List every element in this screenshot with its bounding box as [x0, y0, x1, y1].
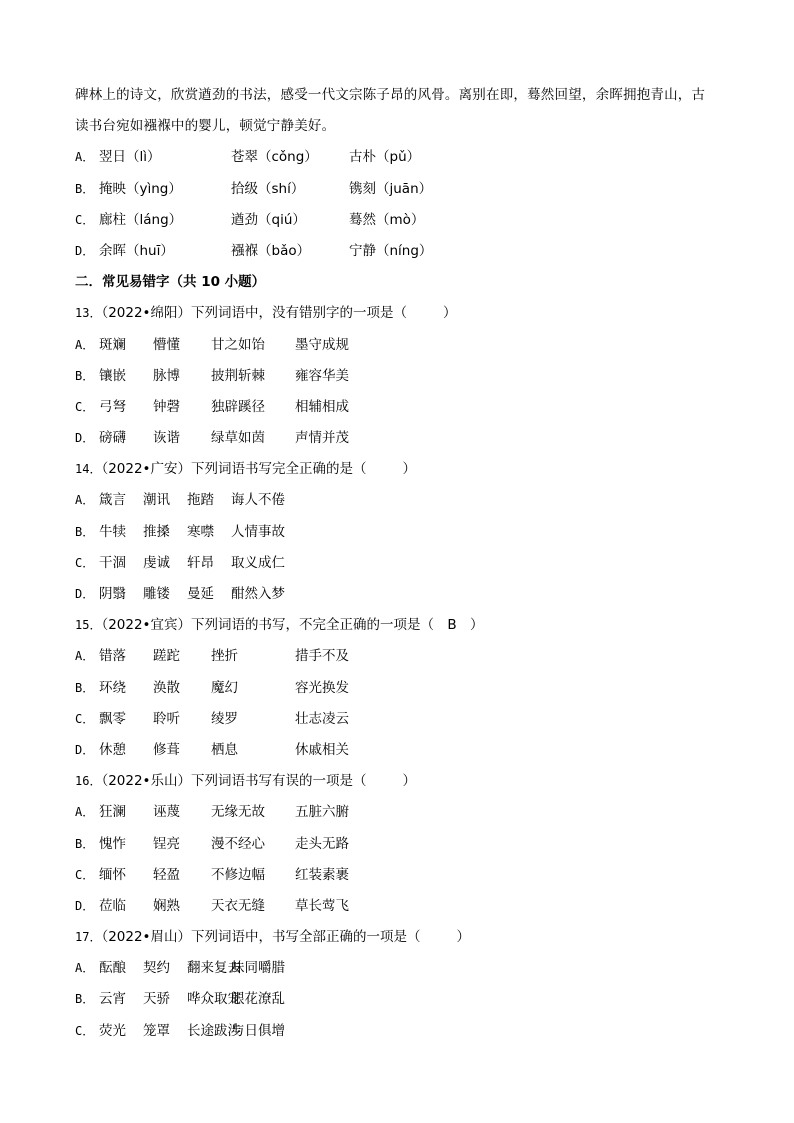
- question-text: （2022•广安）下列词语书写完全正确的是（: [101, 461, 367, 478]
- section-heading: 二．常见易错字（共 10 小题）: [75, 274, 266, 291]
- option-item: 镌刻（juān）: [349, 180, 433, 197]
- option-item: 漫不经心: [211, 835, 265, 852]
- option-item: 休戚相关: [295, 741, 349, 758]
- option-item: 诙谐: [153, 430, 180, 447]
- option-item: 走头无路: [295, 835, 349, 852]
- option-row: [75, 984, 725, 1015]
- option-row: [75, 829, 725, 860]
- question-13-options: [75, 330, 725, 455]
- option-item: 襁褓（bǎo）: [231, 242, 311, 259]
- option-item: 诬蔑: [153, 804, 180, 821]
- option-item: 干涸: [99, 554, 126, 571]
- option-item: 蹉跎: [153, 648, 180, 665]
- question-number: 15．: [75, 618, 102, 633]
- option-item: 拾级（shí）: [231, 180, 305, 197]
- option-row: [75, 205, 725, 236]
- option-row: [75, 1016, 725, 1047]
- option-item: 镶嵌: [99, 367, 126, 384]
- option-row: [75, 735, 725, 766]
- option-item: 栖息: [211, 741, 238, 758]
- option-item: 箴言: [99, 492, 126, 509]
- option-row: [75, 673, 725, 704]
- option-item: 味同嚼腊: [231, 960, 285, 977]
- option-item: 虔诚: [143, 554, 170, 571]
- question-14-options: [75, 485, 725, 610]
- option-row: [75, 423, 725, 454]
- option-item: 云宵: [99, 991, 126, 1008]
- option-item: 寒噤: [187, 523, 214, 540]
- option-item: 诲人不倦: [231, 492, 285, 509]
- option-label: C．: [75, 555, 95, 570]
- question-text: （2022•乐山）下列词语书写有误的一项是（: [101, 773, 367, 790]
- option-label: A．: [75, 150, 95, 165]
- option-item: 莅临: [99, 897, 126, 914]
- option-row: [75, 485, 725, 516]
- option-item: 潮讯: [143, 492, 170, 509]
- option-item: 娴熟: [153, 897, 180, 914]
- option-item: 轩昂: [187, 554, 214, 571]
- question-close-paren: ）: [470, 617, 484, 634]
- option-item: 独辟蹊径: [211, 398, 265, 415]
- option-item: 相辅相成: [295, 398, 349, 415]
- option-item: 牛犊: [99, 523, 126, 540]
- option-item: 宁静（níng）: [349, 242, 433, 259]
- option-item: 廊柱（láng）: [99, 211, 183, 228]
- option-item: 轻盈: [153, 866, 180, 883]
- question-14-stem: [75, 454, 725, 485]
- option-item: 雕镂: [143, 586, 170, 602]
- option-label: B．: [75, 992, 95, 1007]
- option-item: 壮志凌云: [295, 710, 349, 727]
- question-text: （2022•绵阳）下列词语中，没有错别字的一项是（: [101, 305, 408, 322]
- option-label: A．: [75, 649, 95, 664]
- option-label: A．: [75, 493, 95, 508]
- option-item: 无缘无故: [211, 804, 265, 821]
- option-item: 翌日（lì）: [99, 149, 161, 166]
- option-label: C．: [75, 399, 95, 414]
- option-label: B．: [75, 368, 95, 383]
- option-item: 披荆斩棘: [211, 367, 265, 384]
- question-text: （2022•眉山）下列词语中，书写全部正确的一项是（: [101, 929, 421, 946]
- question-13-stem: [75, 298, 725, 329]
- option-item: 墨守成规: [295, 336, 349, 353]
- option-item: 磅礴: [99, 430, 126, 447]
- option-item: 绫罗: [211, 710, 238, 727]
- option-item: 涣散: [153, 679, 180, 696]
- option-row: [75, 392, 725, 423]
- option-label: C．: [75, 212, 95, 227]
- option-item: 阴翳: [99, 586, 126, 602]
- option-item: 红装素裹: [295, 866, 349, 883]
- option-item: 修葺: [153, 741, 180, 758]
- option-row: [75, 704, 725, 735]
- option-item: 人情事故: [231, 523, 285, 540]
- option-item: 雍容华美: [295, 367, 349, 384]
- option-item: 酣然入梦: [231, 586, 285, 602]
- option-item: 荧光: [99, 1022, 126, 1039]
- option-label: D．: [75, 742, 95, 757]
- option-row: [75, 641, 725, 672]
- question-17-options: [75, 953, 725, 1047]
- option-item: 余晖（huī）: [99, 242, 174, 259]
- option-row: [75, 548, 725, 579]
- option-label: A．: [75, 337, 95, 352]
- option-item: 眼花潦乱: [231, 991, 285, 1008]
- option-item: 魔幻: [211, 679, 238, 696]
- option-item: 挫折: [211, 648, 238, 665]
- option-item: 斑斓: [99, 336, 126, 353]
- question-number: 14．: [75, 462, 102, 477]
- question-number: 17．: [75, 930, 102, 945]
- question-number: 16．: [75, 774, 102, 789]
- option-item: 酝酿: [99, 960, 126, 977]
- answer-blank: B: [447, 617, 457, 634]
- option-item: 措手不及: [295, 648, 349, 665]
- option-item: 契约: [143, 960, 170, 977]
- option-row: [75, 953, 725, 984]
- option-item: 容光换发: [295, 679, 349, 696]
- question-15-options: [75, 641, 725, 766]
- intro-line-1: 碑林上的诗文，欣赏遒劲的书法，感受一代文宗陈子昂的风骨。离别在即，蓦然回望，余晖拥抱青山，古: [75, 87, 706, 103]
- option-item: 锃亮: [153, 835, 180, 852]
- question-17-stem: [75, 922, 725, 953]
- option-label: D．: [75, 898, 95, 913]
- document-content: [75, 80, 725, 1047]
- option-item: 飘零: [99, 710, 126, 727]
- intro-line-2: 读书台宛如襁褓中的婴儿，顿觉宁静美好。: [75, 118, 336, 135]
- option-row: [75, 236, 725, 267]
- option-item: 狂澜: [99, 804, 126, 821]
- option-item: 聆听: [153, 710, 180, 727]
- option-item: 缅怀: [99, 866, 126, 883]
- option-item: 声情并茂: [295, 430, 349, 447]
- question-number: 13．: [75, 306, 102, 321]
- option-row: [75, 142, 725, 173]
- option-item: 不修边幅: [211, 866, 265, 883]
- question-15-stem: [75, 610, 725, 641]
- question-16-stem: [75, 766, 725, 797]
- option-label: A．: [75, 805, 95, 820]
- option-item: 曼延: [187, 586, 214, 602]
- question-text: （2022•宜宾）下列词语的书写，不完全正确的一项是（: [101, 617, 435, 634]
- option-item: 苍翠（cǒng）: [231, 149, 318, 166]
- option-row: [75, 797, 725, 828]
- option-row: [75, 579, 725, 610]
- option-item: 笼罩: [143, 1022, 170, 1039]
- option-item: 甘之如饴: [211, 336, 265, 353]
- option-label: B．: [75, 680, 95, 695]
- option-label: D．: [75, 587, 95, 601]
- option-label: C．: [75, 1023, 95, 1038]
- question-close-paren: ）: [402, 773, 417, 790]
- option-item: 草长莺飞: [295, 897, 349, 914]
- option-row: [75, 860, 725, 891]
- option-item: 天衣无缝: [211, 897, 265, 914]
- option-item: 愧怍: [99, 835, 126, 852]
- option-label: C．: [75, 867, 95, 882]
- option-row: [75, 330, 725, 361]
- option-item: 蓦然（mò）: [349, 211, 425, 228]
- option-label: D．: [75, 243, 95, 258]
- option-item: 脉博: [153, 367, 180, 384]
- option-item: 翻来复去: [187, 960, 241, 977]
- option-item: 古朴（pǔ）: [349, 149, 421, 166]
- option-row: [75, 361, 725, 392]
- option-item: 五脏六腑: [295, 804, 349, 821]
- option-row: [75, 517, 725, 548]
- option-item: 绿草如茵: [211, 430, 265, 447]
- option-label: B．: [75, 181, 95, 196]
- option-row: [75, 174, 725, 205]
- question-close-paren: ）: [443, 305, 457, 322]
- option-item: 掩映（yìng）: [99, 180, 182, 197]
- option-row: [75, 891, 725, 922]
- option-item: 环绕: [99, 679, 126, 696]
- option-label: D．: [75, 431, 95, 446]
- q12-options: [75, 142, 725, 267]
- option-label: A．: [75, 961, 95, 976]
- option-item: 钟磬: [153, 398, 180, 415]
- question-16-options: [75, 797, 725, 922]
- option-label: B．: [75, 524, 95, 539]
- option-item: 天骄: [143, 991, 170, 1008]
- option-label: B．: [75, 836, 95, 851]
- option-item: 长途跋涉: [187, 1022, 241, 1039]
- option-item: 弓弩: [99, 398, 126, 415]
- question-close-paren: ）: [456, 929, 471, 946]
- option-item: 推搡: [143, 523, 170, 540]
- option-item: 哗众取宠: [187, 991, 241, 1008]
- option-item: 遒劲（qiú）: [231, 211, 306, 228]
- option-item: 与日俱增: [231, 1022, 285, 1039]
- option-item: 拖踏: [187, 492, 214, 509]
- option-item: 休憩: [99, 741, 126, 758]
- question-close-paren: ）: [402, 461, 417, 478]
- option-item: 懵懂: [153, 336, 180, 353]
- option-item: 取义成仁: [231, 554, 285, 571]
- option-item: 错落: [99, 648, 126, 665]
- option-label: C．: [75, 711, 95, 726]
